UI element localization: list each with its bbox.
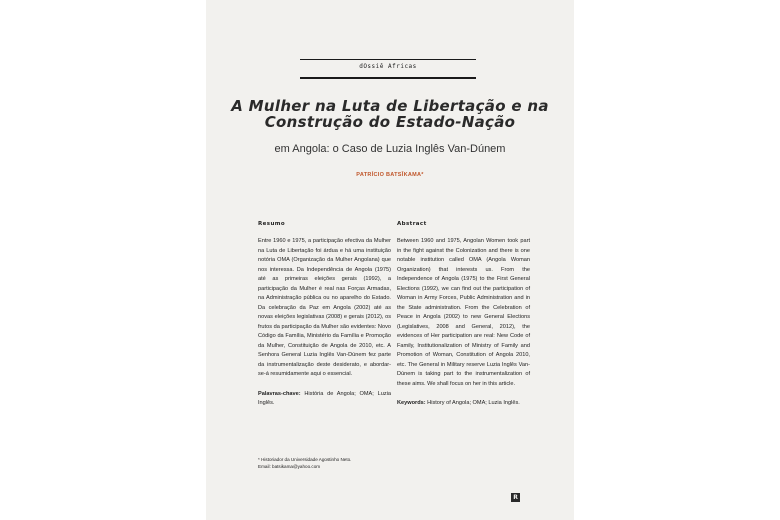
abstract-heading: Abstract: [397, 221, 427, 227]
author-name: PATRÍCIO BATSÎKAMA*: [356, 172, 424, 178]
footnote-email: Email: batsikama@yahoo.com: [258, 464, 321, 469]
article-subtitle: em Angola: o Caso de Luzia Inglês Van-Dúnem: [274, 143, 506, 155]
resumo-keywords: [258, 390, 391, 409]
journal-page: [206, 0, 574, 520]
abstract-keywords-label: Keywords:: [397, 400, 426, 406]
journal-logo-icon: R: [511, 493, 520, 502]
article-title: [226, 98, 554, 130]
abstract-keywords: [397, 399, 530, 409]
resumo-column: [258, 221, 391, 409]
resumo-keywords-label: Palavras-chave:: [258, 390, 301, 397]
section-label: dOssiê Africas: [359, 63, 417, 70]
resumo-keywords-text: História de Angola; OMA; Luzia Inglês.: [258, 390, 391, 406]
header-bottom-rule: [300, 77, 476, 79]
article-title-line-2: Construção do Estado-Nação: [264, 113, 516, 131]
abstract-column: [397, 221, 530, 409]
resumo-body: Entre 1960 e 1975, a participação efectiva da Mulher na Luta de Libertação foi árdua e há uma instituição notória OMA (Organização da Mulher Angolana) que nos interessa. Da Independência de Angola (1975) até as primeiras eleições gerais (1992), a participação da Mulher é real nas Forças Armadas, na Administração pública ou no aparelho do Estado. Da celebração da Paz em Angola (2002) até as novas eleições legislativas (2008) e gerais (2012), os frutos da participação da Mulher são evidentes: Novo Código da Família, Ministério da Família e Promoção da Mulher, Constituição de Angola de 2010, etc. A Senhora General Luzia Inglês Van-Dúnem fez parte da instrumentalização deste desiderato, e abordar-se-á resumidamente aqui o essencial.: [258, 238, 391, 377]
abstract-keywords-text: History of Angola; OMA; Luzia Inglês.: [425, 400, 520, 406]
footnote-affiliation: * Historiador da Universidade Agostinho Neto.: [258, 457, 352, 462]
abstract-body: Between 1960 and 1975, Angolan Women took part in the fight against the Colonization and there is one notable institution called OMA (Angola Woman Organization) that interests us. From the Independence of Angola (1975) to the First General Elections (1992), we can find out the participation of Woman in Army Forces, Public Administration and in the State administration. From the Celebration of Peace in Angola (2002) to new General Elections (Legislatives, 2008 and General, 2012), the evidences of Her participation are real: New Code of Family, Institutionalization of Ministry of Family and Promotion of Woman, Constitution of Angola 2010, etc. The General in Military reserve Luzia Inglês Van-Dúnem is taking part to the instrumentalization of these aims. We shall focus on her in this article.: [397, 238, 530, 387]
article-title-line-1: A Mulher na Luta de Libertação e na: [231, 97, 549, 115]
footnote: [258, 456, 418, 470]
header-top-rule: [300, 59, 476, 60]
resumo-heading: Resumo: [258, 221, 286, 227]
